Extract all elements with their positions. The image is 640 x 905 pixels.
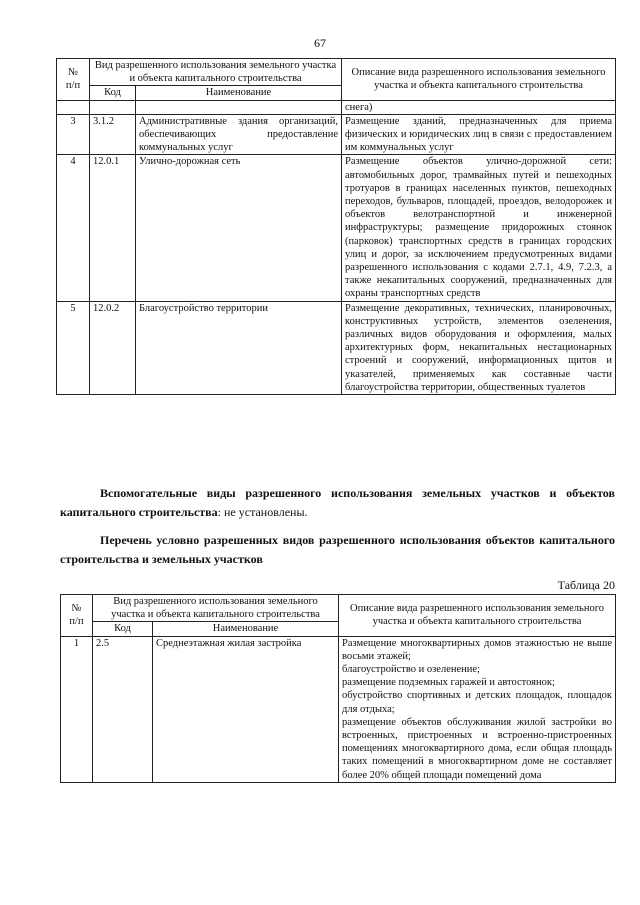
cell-description	[339, 636, 616, 782]
table-row	[57, 301, 616, 394]
cell-name	[136, 100, 342, 114]
cell-num: 1	[61, 636, 93, 782]
cell-description: снега)	[342, 100, 616, 114]
permitted-uses-table-continued	[56, 58, 616, 395]
header-number: № п/п	[57, 59, 90, 101]
header-permitted-use: Вид разрешенного использования земельного участка и объекта капитального строительства	[93, 595, 339, 622]
cell-code: 3.1.2	[90, 114, 136, 155]
cell-description: Размещение объектов улично-дорожной сети: автомобильных дорог, трамвайных путей и пешеходных тротуаров в границах населенных пунктов, пешеходных переходов, бульваров, площадей, проездов, велодорожек и объектов велотранспортной и инженерной инфраструктуры; размещение придорожных стоянок (парковок) транспортных средств в границах городских улиц и дорог, за исключением предусмотренных видами разрешенного использования с кодами 2.7.1, 4.9, 7.2.3, а также некапитальных сооружений, предназначенных для охраны транспортных средств	[342, 155, 616, 301]
table-row-continuation	[57, 100, 616, 114]
table-row	[57, 155, 616, 301]
table-caption: Таблица 20	[557, 578, 615, 592]
description-line: размещение подземных гаражей и автостоянок;	[342, 677, 555, 689]
page-number: 67	[314, 36, 326, 50]
cell-num: 3	[57, 114, 90, 155]
header-name: Наименование	[153, 622, 339, 636]
cell-num	[57, 100, 90, 114]
conditional-uses-table	[60, 594, 616, 783]
auxiliary-uses-status: : не установлены.	[217, 505, 308, 519]
cell-code: 12.0.1	[90, 155, 136, 301]
cell-description: Размещение декоративных, технических, планировочных, конструктивных устройств, элементов озеленения, различных видов оборудования и оформления, малых архитектурных форм, некапитальных нестационарных строений и сооружений, информационных щитов и указателей, применяемых как составные части благоустройства территории, общественных туалетов	[342, 301, 616, 394]
cell-code: 12.0.2	[90, 301, 136, 394]
auxiliary-uses-heading: Вспомогательные виды разрешенного использования земельных участков и объектов капитального строительства	[60, 486, 615, 519]
header-permitted-use: Вид разрешенного использования земельного участка и объекта капитального строительства	[90, 59, 342, 86]
cell-name: Благоустройство территории	[136, 301, 342, 394]
cell-name: Улично-дорожная сеть	[136, 155, 342, 301]
cell-name: Административные здания организаций, обеспечивающих предоставление коммунальных услуг	[136, 114, 342, 155]
table-row	[57, 114, 616, 155]
conditional-uses-heading	[60, 531, 615, 569]
header-code: Код	[93, 622, 153, 636]
header-description: Описание вида разрешенного использования земельного участка и объекта капитального строительства	[339, 595, 616, 637]
cell-name: Среднеэтажная жилая застройка	[153, 636, 339, 782]
cell-num: 4	[57, 155, 90, 301]
description-line: благоустройство и озеленение;	[342, 664, 480, 676]
cell-code	[90, 100, 136, 114]
auxiliary-uses-paragraph	[60, 484, 615, 522]
description-line: размещение объектов обслуживания жилой застройки во встроенных, пристроенных и встроенно-пристроенных помещениях многоквартирного дома, если общая площадь таких помещений в многоквартирном доме не составляет более 20% общей площади помещений дома	[342, 716, 613, 781]
header-number: № п/п	[61, 595, 93, 637]
header-code: Код	[90, 86, 136, 100]
cell-num: 5	[57, 301, 90, 394]
header-description: Описание вида разрешенного использования земельного участка и объекта капитального строительства	[342, 59, 616, 101]
cell-description: Размещение зданий, предназначенных для приема физических и юридических лиц в связи с предоставлением им коммунальных услуг	[342, 114, 616, 155]
cell-code: 2.5	[93, 636, 153, 782]
description-line: Размещение многоквартирных домов этажностью не выше восьми этажей;	[342, 637, 613, 662]
table-row	[61, 636, 616, 782]
conditional-uses-heading-text: Перечень условно разрешенных видов разрешенного использования объектов капитального строительства и земельных участков	[60, 533, 615, 566]
header-name: Наименование	[136, 86, 342, 100]
description-line: обустройство спортивных и детских площадок, площадок для отдыха;	[342, 690, 613, 715]
